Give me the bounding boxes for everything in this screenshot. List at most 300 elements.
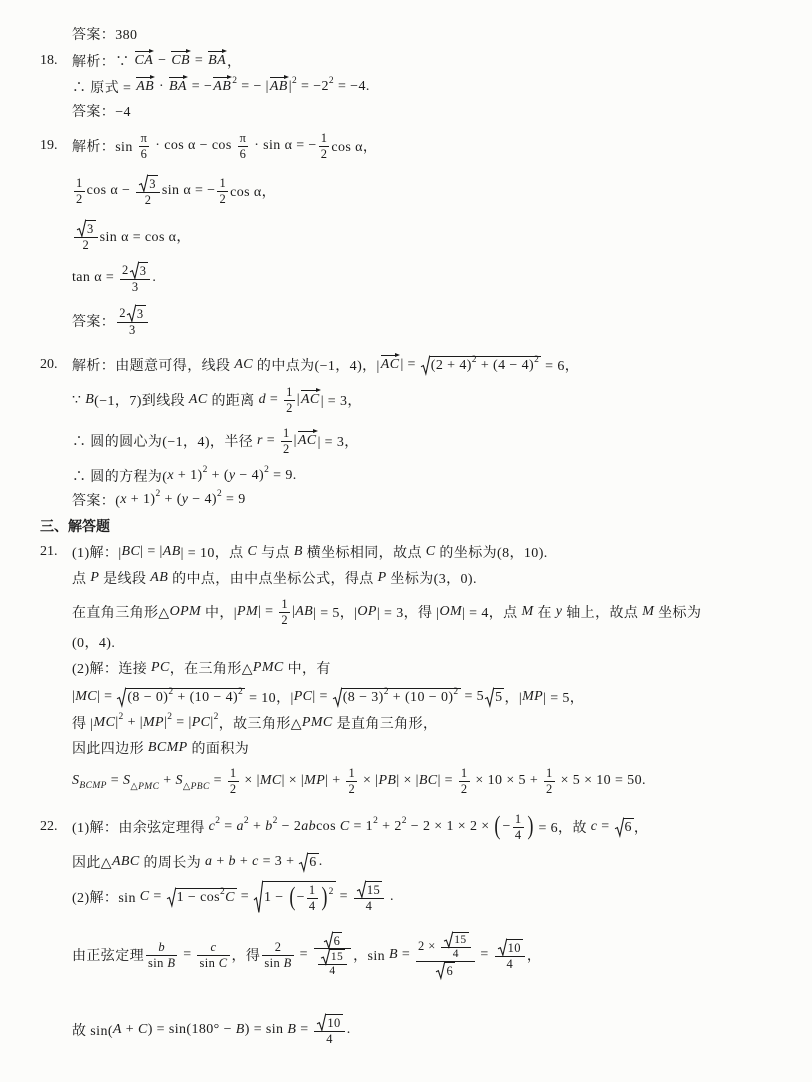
math-text: = 1	[349, 819, 374, 834]
fraction	[74, 220, 98, 252]
radicand	[148, 175, 158, 191]
math-variable: C	[225, 890, 235, 905]
radical-sign	[321, 949, 330, 964]
math-variable: A	[112, 1022, 122, 1037]
math-text: 2	[219, 191, 227, 206]
math-text: sin	[199, 955, 219, 970]
fraction	[416, 932, 474, 979]
math-variable: y	[555, 604, 563, 619]
math-text: sin	[148, 955, 168, 970]
fraction	[307, 883, 318, 913]
math-variable: c	[210, 940, 217, 955]
math-variable: OM	[439, 604, 463, 619]
fraction	[314, 1014, 344, 1046]
vector-symbol: BA	[168, 79, 187, 94]
square-root	[324, 932, 343, 948]
math-text: 2	[76, 191, 83, 206]
superscript: 2	[272, 816, 278, 826]
math-variable: PB	[378, 773, 397, 788]
math-text: 2	[286, 400, 293, 415]
square-root	[130, 262, 149, 278]
math-text: (2 + 4)	[430, 358, 472, 373]
radicand	[430, 356, 541, 374]
square-root	[615, 818, 634, 836]
fraction	[139, 131, 150, 161]
math-text: 1	[514, 812, 522, 827]
math-variable: S	[72, 773, 80, 788]
fraction-numerator	[284, 385, 295, 399]
problem-22-line-3	[0, 872, 812, 922]
math-text: ·	[155, 79, 168, 94]
fraction-denominator	[197, 955, 229, 970]
fraction-numerator	[544, 766, 555, 780]
math-variable: MP	[304, 773, 326, 788]
math-variable: PC	[293, 689, 313, 704]
math-text: | = |	[140, 544, 163, 559]
math-text: × 10 × 5 +	[471, 773, 543, 788]
math-text: =	[295, 947, 312, 962]
math-text: = 6，	[541, 359, 580, 374]
problem-21-line-9-text	[72, 756, 646, 806]
math-variable: AC	[188, 392, 208, 407]
math-text: 1	[76, 176, 83, 191]
math-variable: PM	[237, 604, 259, 619]
math-text: 2	[229, 781, 237, 796]
fraction	[544, 766, 555, 796]
math-text: 的面积为	[187, 742, 250, 757]
math-text: 10	[507, 941, 521, 956]
math-text: 6	[624, 820, 632, 835]
superscript: 2	[167, 712, 173, 722]
superscript: 2	[215, 816, 221, 826]
math-text: 因此△	[72, 856, 112, 871]
math-text: .	[386, 889, 394, 904]
math-variable: B	[85, 392, 95, 407]
math-text: 2	[348, 781, 356, 796]
math-text: 解析：∵	[72, 55, 134, 70]
math-text: | =	[400, 357, 420, 372]
fraction-numerator	[459, 766, 470, 780]
radicand	[308, 853, 318, 871]
superscript: 2	[232, 76, 238, 86]
fraction	[346, 766, 357, 796]
radicand	[176, 888, 237, 906]
fraction-numerator	[197, 940, 229, 954]
superscript: 2	[383, 687, 389, 697]
math-text: 是直角三角形，	[332, 717, 438, 732]
fraction-numerator	[513, 812, 524, 826]
fraction-numerator	[262, 940, 293, 954]
math-variable: MP	[522, 689, 544, 704]
math-text: 横坐标相同，故点	[302, 546, 426, 561]
fraction-numerator	[281, 426, 292, 440]
math-text: + |	[123, 715, 143, 730]
math-text: 4	[326, 1031, 333, 1046]
math-text: =	[236, 889, 253, 904]
math-text: =	[335, 889, 352, 904]
radicand	[139, 262, 149, 278]
math-text: (1)解：由余弦定理得	[72, 821, 209, 836]
math-variable: c	[590, 819, 598, 834]
problem-22-line-3-text	[72, 872, 394, 922]
square-root	[77, 220, 96, 236]
superscript: 2	[328, 887, 334, 897]
math-text: 得 |	[72, 717, 94, 732]
math-text: =	[262, 433, 279, 448]
math-text: sin	[264, 955, 284, 970]
fraction-numerator	[279, 597, 290, 611]
math-text: 6	[140, 146, 148, 161]
math-text: ) = sin(180° −	[147, 1022, 236, 1037]
fraction-numerator	[74, 176, 85, 190]
math-variable: ABC	[111, 854, 140, 869]
math-text: 与点	[257, 546, 294, 561]
math-text: 1	[546, 766, 553, 781]
vector-symbol: AB	[269, 79, 288, 94]
math-text: · cos α − cos	[151, 138, 236, 153]
math-text: cos α −	[86, 183, 135, 198]
problem-21-line-9	[0, 756, 812, 806]
superscript: 2	[238, 687, 244, 697]
math-variable: MC	[75, 689, 98, 704]
math-text: =	[209, 773, 226, 788]
math-text: = −4.	[334, 79, 370, 94]
square-root	[139, 175, 158, 191]
math-text: 坐标为	[654, 606, 702, 621]
fraction-denominator	[262, 955, 293, 970]
fraction-numerator	[120, 262, 150, 278]
problem-number-18: 18.	[40, 53, 58, 68]
fraction-denominator	[139, 146, 150, 161]
math-text: 3	[149, 177, 156, 192]
math-variable: a	[236, 819, 244, 834]
math-text: =	[476, 947, 493, 962]
math-variable: B	[293, 544, 303, 559]
math-text: 是线段	[99, 572, 151, 587]
math-text: =	[397, 947, 415, 962]
math-text: |	[292, 604, 296, 619]
math-text: + (10 − 4)	[173, 690, 239, 705]
math-text: ，	[526, 949, 542, 964]
fraction-denominator	[354, 898, 384, 913]
math-text: (8 − 0)	[127, 690, 169, 705]
math-text: 中，|	[201, 606, 238, 621]
math-variable: B	[287, 1022, 297, 1037]
math-text: | × |	[396, 773, 419, 788]
math-text: 1	[281, 597, 288, 612]
math-text: 15	[366, 883, 381, 898]
problem-19-line-1	[0, 121, 812, 171]
superscript: 2	[471, 355, 477, 365]
fraction-numerator	[314, 932, 351, 948]
fraction-numerator	[146, 940, 177, 954]
math-text: 2	[320, 146, 328, 161]
superscript: 2	[243, 816, 250, 826]
math-variable: C	[339, 819, 350, 834]
math-text: 解析：由题意可得，线段	[72, 359, 235, 374]
math-text: +	[121, 1022, 138, 1037]
math-text: 点	[72, 572, 91, 587]
math-text: 答案：	[72, 315, 116, 330]
square-root	[436, 962, 455, 978]
math-text: | = 3，	[317, 435, 359, 450]
fraction	[74, 176, 85, 206]
fraction-denominator	[346, 781, 357, 796]
math-variable: C	[247, 544, 258, 559]
math-text: 2	[122, 263, 129, 278]
math-text: +	[212, 854, 229, 869]
math-variable: x	[120, 492, 127, 507]
math-variable: P	[90, 570, 100, 585]
fraction-numerator	[238, 131, 249, 145]
math-variable: BC	[121, 544, 141, 559]
radicand	[453, 932, 468, 947]
math-text: ∵	[72, 392, 86, 408]
math-text: = − |	[237, 79, 269, 94]
square-root	[498, 939, 523, 955]
math-variable: MP	[143, 715, 165, 730]
fraction-denominator	[117, 322, 147, 337]
math-variable: MC	[93, 715, 116, 730]
math-text: + 1)	[126, 492, 156, 507]
math-text: | = 10，点	[180, 546, 248, 561]
fraction-denominator	[319, 146, 330, 161]
vector-symbol: CB	[171, 53, 191, 68]
math-text: ，|	[504, 691, 523, 706]
fraction-numerator	[117, 305, 147, 321]
math-text: ，sin	[353, 949, 389, 964]
radicand	[263, 881, 336, 913]
math-text: | × |	[281, 773, 305, 788]
superscript: 2	[291, 76, 298, 86]
math-variable: C	[137, 1022, 148, 1037]
math-text: (8 − 3)	[342, 690, 384, 705]
problem-19-line-2	[0, 166, 812, 216]
subscript: △PMC	[130, 781, 160, 792]
math-text: + (	[160, 492, 182, 507]
math-text: 答案：(	[72, 494, 121, 509]
math-text: =	[106, 773, 123, 788]
superscript: 2	[373, 816, 379, 826]
fraction	[146, 940, 177, 970]
math-text: 故 sin(	[72, 1024, 113, 1039]
math-text: | =	[258, 604, 278, 619]
math-text: ，	[633, 821, 649, 836]
math-text: = 9.	[269, 468, 297, 483]
math-text: −	[296, 890, 305, 905]
radical-sign	[357, 881, 366, 897]
vector-symbol: BA	[208, 53, 227, 68]
math-text: = 5	[460, 689, 485, 704]
math-variable: BCMP	[147, 740, 188, 755]
math-text: ，故三角形△	[218, 717, 302, 732]
math-text: 4	[308, 898, 316, 913]
math-text: ) = sin	[244, 1022, 288, 1037]
math-text: 2	[119, 306, 126, 321]
radicand	[330, 949, 345, 964]
math-text: 中，有	[283, 662, 331, 677]
superscript: 2	[118, 712, 124, 722]
math-text: +	[235, 854, 253, 869]
math-text: × |	[240, 773, 260, 788]
fraction-denominator	[74, 191, 85, 206]
math-text: (1)解：|	[72, 546, 122, 561]
math-text: 1	[460, 766, 468, 781]
fraction-numerator	[307, 883, 318, 897]
math-text: 1	[219, 176, 227, 191]
fraction	[217, 176, 228, 206]
math-text: = −2	[297, 79, 329, 94]
math-variable: P	[377, 570, 387, 585]
superscript: 2	[453, 687, 459, 697]
fraction	[354, 881, 384, 913]
math-text: 轴上，故点	[562, 606, 643, 621]
math-text: +	[159, 773, 176, 788]
vector-symbol: AB	[136, 79, 155, 94]
fraction-denominator	[318, 964, 347, 978]
math-text: 6	[333, 933, 341, 948]
math-variable: S	[175, 773, 183, 788]
vector-symbol: AC	[380, 357, 400, 372]
math-text: (2)解：sin	[72, 891, 140, 906]
math-variable: MC	[259, 773, 282, 788]
math-text: 答案：380	[72, 28, 138, 43]
radical-sign	[130, 262, 139, 278]
problem-22-line-4	[0, 930, 812, 980]
fraction-denominator	[544, 781, 555, 796]
math-text: 1	[286, 385, 293, 400]
math-text: 1 − cos	[176, 890, 220, 905]
math-variable: OP	[357, 604, 377, 619]
math-variable: M	[642, 604, 655, 619]
fraction-numerator	[318, 949, 347, 964]
math-variable: ab	[301, 819, 317, 834]
problem-22-line-5-text	[72, 1005, 351, 1055]
big-parenthesis: )	[320, 882, 328, 911]
fraction-numerator	[416, 932, 474, 961]
math-variable: a	[205, 854, 213, 869]
superscript: 2	[168, 687, 174, 697]
square-root	[299, 853, 318, 871]
math-text: sin α = cos α，	[99, 230, 191, 245]
math-text: 3	[87, 222, 94, 237]
math-text: × |	[359, 773, 379, 788]
superscript: 2	[216, 489, 223, 499]
problem-number-21: 21.	[40, 544, 58, 559]
radical-sign	[127, 305, 136, 321]
math-variable: BC	[418, 773, 438, 788]
square-root	[127, 305, 146, 321]
math-text: = 10，|	[245, 691, 294, 706]
radicand	[326, 1014, 342, 1030]
radical-sign	[615, 818, 624, 836]
vector-symbol: AC	[297, 433, 317, 448]
problem-22-line-4-text	[72, 930, 541, 980]
math-text: ∴ 圆的方程为(	[72, 470, 168, 485]
fraction-numerator	[441, 932, 470, 947]
problem-19-line-2-text	[72, 166, 276, 216]
fraction-numerator	[139, 131, 150, 145]
radicand	[366, 881, 382, 897]
math-text: .	[318, 854, 323, 869]
square-root	[444, 932, 468, 947]
square-root	[357, 881, 382, 897]
math-text: 4	[452, 947, 459, 960]
radical-sign	[139, 175, 148, 191]
math-text: 的坐标为(8，10).	[435, 546, 548, 561]
superscript: 2	[155, 489, 161, 499]
math-text: 2	[144, 192, 152, 207]
math-text: +	[249, 819, 266, 834]
fraction-denominator	[284, 400, 295, 415]
math-text: =	[597, 819, 614, 834]
fraction-denominator	[238, 146, 249, 161]
math-text: ∴ 原式 =	[72, 81, 136, 96]
math-text: 4	[365, 898, 373, 913]
math-text: = −	[187, 79, 213, 94]
fraction-denominator	[136, 192, 160, 207]
math-text: − 2	[277, 819, 302, 834]
math-text: =	[220, 819, 237, 834]
math-text: 1	[229, 766, 237, 781]
math-variable: d	[258, 392, 267, 407]
fraction-denominator	[307, 898, 318, 913]
superscript: 2	[213, 712, 219, 722]
math-text: + (4 − 4)	[476, 358, 535, 373]
math-text: |	[288, 79, 292, 94]
fraction-numerator	[346, 766, 357, 780]
superscript: 2	[219, 887, 226, 897]
fraction	[441, 932, 470, 961]
math-text: 5	[495, 690, 503, 705]
radical-sign	[254, 881, 263, 913]
math-variable: M	[521, 604, 534, 619]
math-variable: C	[218, 955, 228, 970]
math-text: sin α = −	[161, 183, 216, 198]
radicand	[445, 962, 455, 978]
math-text: | = 5，|	[313, 606, 358, 621]
math-text: | = 4，点	[462, 606, 522, 621]
math-variable: c	[252, 854, 259, 869]
fraction	[314, 932, 351, 979]
math-text: 在	[533, 606, 556, 621]
math-text: 的周长为	[139, 856, 206, 871]
math-text: (0，4).	[72, 636, 116, 651]
math-text: | =	[312, 689, 332, 704]
math-variable: AB	[162, 544, 181, 559]
math-text: = |	[172, 715, 192, 730]
math-text: 4	[329, 965, 336, 978]
fraction-denominator	[495, 956, 525, 971]
problem-number-19: 19.	[40, 138, 58, 153]
subscript: △PBC	[182, 781, 210, 792]
math-text: − 4)	[188, 492, 217, 507]
math-text: + (10 − 0)	[388, 690, 454, 705]
math-text: π	[239, 131, 247, 146]
math-variable: r	[257, 433, 263, 448]
math-text: =	[149, 889, 166, 904]
radical-sign	[317, 1014, 326, 1030]
math-text: × 5 × 10 = 50.	[556, 773, 646, 788]
math-text: | =	[437, 773, 457, 788]
fraction-denominator	[314, 1031, 344, 1046]
radical-sign	[444, 932, 453, 947]
math-text: |	[115, 715, 119, 730]
math-text: 2	[283, 441, 290, 456]
big-parenthesis: (	[494, 811, 502, 840]
math-text: = 9	[222, 492, 246, 507]
fraction-denominator	[217, 191, 228, 206]
